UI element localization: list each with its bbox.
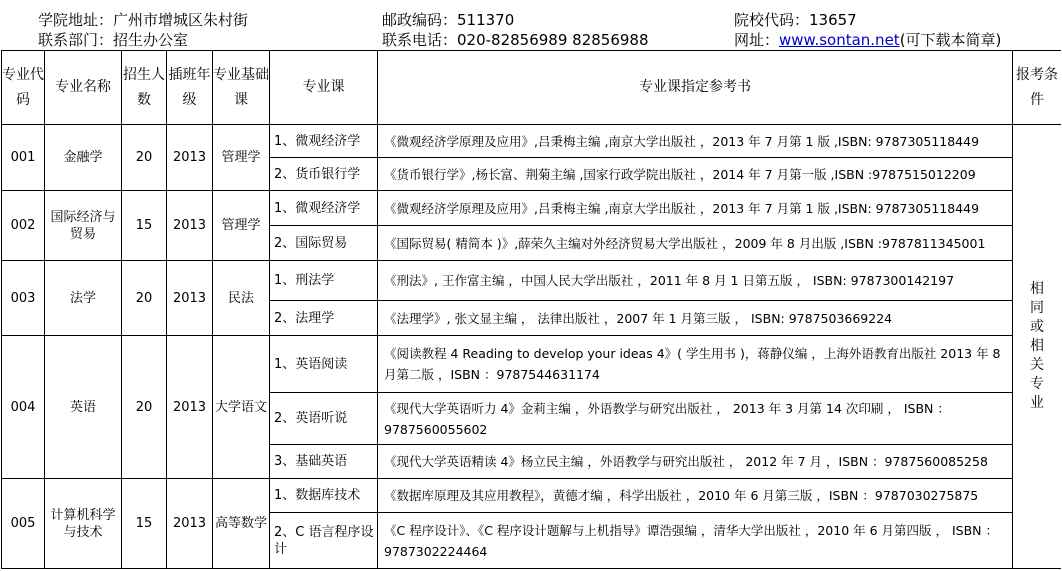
major-code: 002 — [2, 191, 45, 261]
major-name: 国际经济与贸易 — [45, 191, 122, 261]
website-note: (可下载本简章) — [899, 31, 1002, 49]
major-basic-course: 管理学 — [213, 125, 270, 191]
course-name: 2、货币银行学 — [270, 158, 378, 191]
table-row — [2, 191, 1062, 226]
reference-book: 《微观经济学原理及应用》,吕秉梅主编 ,南京大学出版社 ，2013 年 7 月第 1 版 ,ISBN: 9787305118449 — [378, 125, 1013, 158]
reference-book: 《数据库原理及其应用教程》，黄德才编 ，科学出版社 ，2010 年 6 月第三版 ，ISBN ：9787030275875 — [378, 479, 1013, 513]
reference-book: 《国际贸易( 精简本 )》,薛荣久主编对外经济贸易大学出版社 ，2009 年 8 月出版 ,ISBN :9787811345001 — [378, 226, 1013, 261]
school-code: 院校代码：13657 — [734, 11, 857, 29]
course-name: 2、英语听说 — [270, 393, 378, 445]
reference-book: 《阅读教程 4 Reading to develop your ideas 4》( 学生用书 )，蒋静仪编 ，上海外语教育出版社 2013 年 8 月第二版 ，ISBN ：9787544631174 — [378, 336, 1013, 393]
website-label: 网址： — [734, 31, 780, 49]
major-quota: 20 — [122, 125, 167, 191]
header-reference-books: 专业课指定参考书 — [378, 51, 1013, 125]
major-grade: 2013 — [167, 191, 213, 261]
contact-department: 联系部门：招生办公室 — [38, 31, 189, 49]
course-name: 3、基础英语 — [270, 445, 378, 479]
header-major-code: 专业代码 — [2, 51, 45, 125]
table-row — [2, 261, 1062, 301]
major-grade: 2013 — [167, 261, 213, 336]
table-row — [2, 336, 1062, 393]
major-quota: 15 — [122, 191, 167, 261]
major-name: 英语 — [45, 336, 122, 479]
course-name: 1、微观经济学 — [270, 191, 378, 226]
reference-book: 《C 程序设计》、《C 程序设计题解与上机指导》谭浩强编 ，清华大学出版社 ，2010 年 6 月第四版 ， ISBN ：9787302224464 — [378, 513, 1013, 569]
major-basic-course: 管理学 — [213, 191, 270, 261]
major-basic-course: 大学语文 — [213, 336, 270, 479]
course-name: 2、法理学 — [270, 301, 378, 336]
website-link[interactable]: www.sontan.net — [779, 31, 900, 49]
major-name: 法学 — [45, 261, 122, 336]
course-name: 1、微观经济学 — [270, 125, 378, 158]
major-grade: 2013 — [167, 125, 213, 191]
header-major-course: 专业课 — [270, 51, 378, 125]
course-name: 2、国际贸易 — [270, 226, 378, 261]
major-grade: 2013 — [167, 336, 213, 479]
major-code: 005 — [2, 479, 45, 569]
majors-table — [1, 50, 1061, 569]
reference-book: 《现代大学英语精读 4》杨立民主编 ，外语教学与研究出版社 ， 2012 年 7 月 ，ISBN ：9787560085258 — [378, 445, 1013, 479]
reference-book: 《货币银行学》,杨长富、荆菊主编 ,国家行政学院出版社 ，2014 年 7 月第一版 ,ISBN :9787515012209 — [378, 158, 1013, 191]
header-grade: 插班年级 — [167, 51, 213, 125]
course-name: 2、C 语言程序设计 — [270, 513, 378, 569]
table-row — [2, 125, 1062, 158]
course-name: 1、刑法学 — [270, 261, 378, 301]
website — [734, 31, 1001, 50]
major-grade: 2013 — [167, 479, 213, 569]
major-quota: 20 — [122, 261, 167, 336]
header-basic-course: 专业基础课 — [213, 51, 270, 125]
contact-phone: 联系电话：020-82856989 82856988 — [382, 31, 649, 49]
majors-table-container — [1, 50, 1061, 571]
postal-code: 邮政编码：511370 — [382, 11, 515, 29]
header-quota: 招生人数 — [122, 51, 167, 125]
major-name: 金融学 — [45, 125, 122, 191]
table-row — [2, 479, 1062, 513]
reference-book: 《刑法》, 王作富主编 ，中国人民大学出版社 ，2011 年 8 月 1 日第五版 ， ISBN: 9787300142197 — [378, 261, 1013, 301]
major-basic-course: 高等数学 — [213, 479, 270, 569]
major-basic-course: 民法 — [213, 261, 270, 336]
reference-book: 《现代大学英语听力 4》金莉主编 ，外语教学与研究出版社 ， 2013 年 3 月第 14 次印刷 ， ISBN ：9787560055602 — [378, 393, 1013, 445]
header-major-name: 专业名称 — [45, 51, 122, 125]
requirement-text: 相同或相关专业 — [1030, 281, 1044, 411]
header-requirement: 报考条件 — [1013, 51, 1062, 125]
major-code: 001 — [2, 125, 45, 191]
major-code: 004 — [2, 336, 45, 479]
reference-book: 《微观经济学原理及应用》,吕秉梅主编 ,南京大学出版社 ，2013 年 7 月第 1 版 ,ISBN: 9787305118449 — [378, 191, 1013, 226]
course-name: 1、英语阅读 — [270, 336, 378, 393]
school-address: 学院地址：广州市增城区朱村街 — [38, 11, 249, 29]
course-name: 1、数据库技术 — [270, 479, 378, 513]
major-name: 计算机科学与技术 — [45, 479, 122, 569]
major-quota: 20 — [122, 336, 167, 479]
requirement-cell — [1013, 125, 1062, 569]
major-quota: 15 — [122, 479, 167, 569]
majors-table-body — [2, 51, 1062, 569]
major-code: 003 — [2, 261, 45, 336]
table-header-row — [2, 51, 1062, 125]
reference-book: 《法理学》, 张文显主编 ， 法律出版社 ，2007 年 1 月第三版 ， ISBN: 9787503669224 — [378, 301, 1013, 336]
